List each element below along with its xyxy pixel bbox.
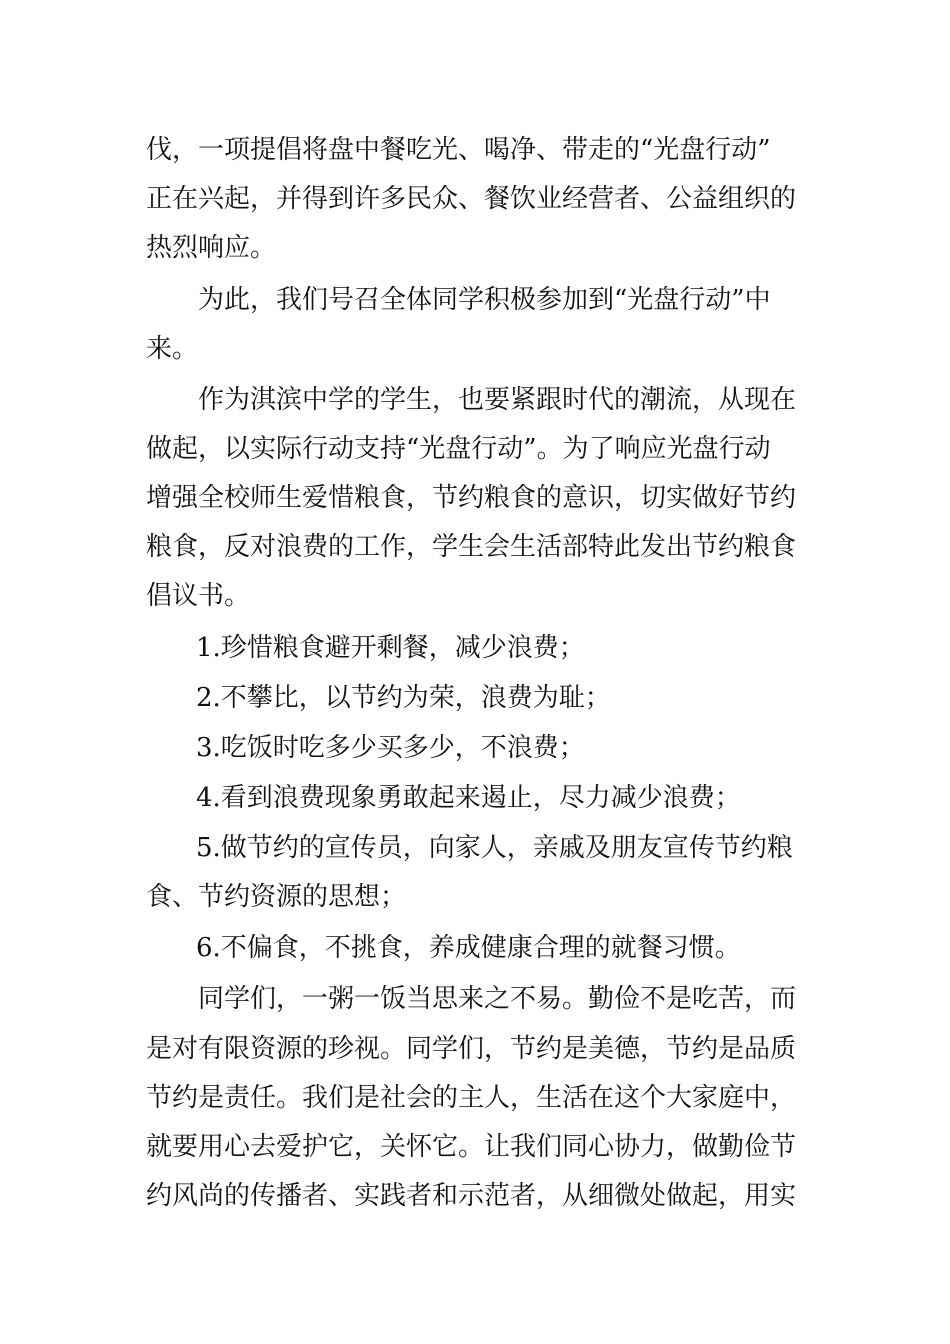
paragraph-line: 同学们，一粥一饭当思来之不易。勤俭不是吃苦，而 — [198, 984, 797, 1014]
paragraph-line: 增强全校师生爱惜粮食，节约粮食的意识，切实做好节约 — [146, 483, 797, 513]
paragraph-line: 热烈响应。 — [146, 233, 277, 263]
paragraph-line: 正在兴起，并得到许多民众、餐饮业经营者、公益组织的 — [146, 184, 797, 214]
list-item: 4.看到浪费现象勇敢起来遏止，尽力减少浪费； — [196, 783, 741, 813]
list-item-continuation: 食、节约资源的思想； — [146, 882, 407, 912]
paragraph-line: 倡议书。 — [146, 581, 251, 611]
paragraph-line: 节约是责任。我们是社会的主人，生活在这个大家庭中， — [146, 1083, 797, 1113]
paragraph-line: 为此，我们号召全体同学积极参加到“光盘行动”中 — [198, 285, 771, 315]
list-item: 3.吃饭时吃多少买多少，不浪费； — [196, 733, 585, 763]
paragraph-line: 是对有限资源的珍视。同学们，节约是美德，节约是品质 — [146, 1034, 797, 1064]
paragraph-line: 就要用心去爱护它，关怀它。让我们同心协力，做勤俭节 — [146, 1132, 797, 1162]
paragraph-line: 来。 — [146, 334, 199, 364]
list-item: 2.不攀比，以节约为荣，浪费为耻； — [196, 683, 611, 713]
list-item: 6.不偏食，不挑食，养成健康合理的就餐习惯。 — [196, 933, 741, 963]
paragraph-line: 作为淇滨中学的学生，也要紧跟时代的潮流，从现在 — [198, 385, 797, 415]
paragraph-line: 粮食，反对浪费的工作，学生会生活部特此发出节约粮食 — [146, 532, 797, 562]
list-item: 5.做节约的宣传员，向家人，亲戚及朋友宣传节约粮 — [196, 833, 793, 863]
paragraph-line: 伐，一项提倡将盘中餐吃光、喝净、带走的“光盘行动” — [146, 135, 771, 165]
paragraph-line: 做起，以实际行动支持“光盘行动”。为了响应光盘行动 — [146, 434, 771, 464]
paragraph-line: 约风尚的传播者、实践者和示范者，从细微处做起，用实 — [146, 1181, 797, 1211]
list-item: 1.珍惜粮食避开剩餐，减少浪费； — [196, 633, 585, 663]
